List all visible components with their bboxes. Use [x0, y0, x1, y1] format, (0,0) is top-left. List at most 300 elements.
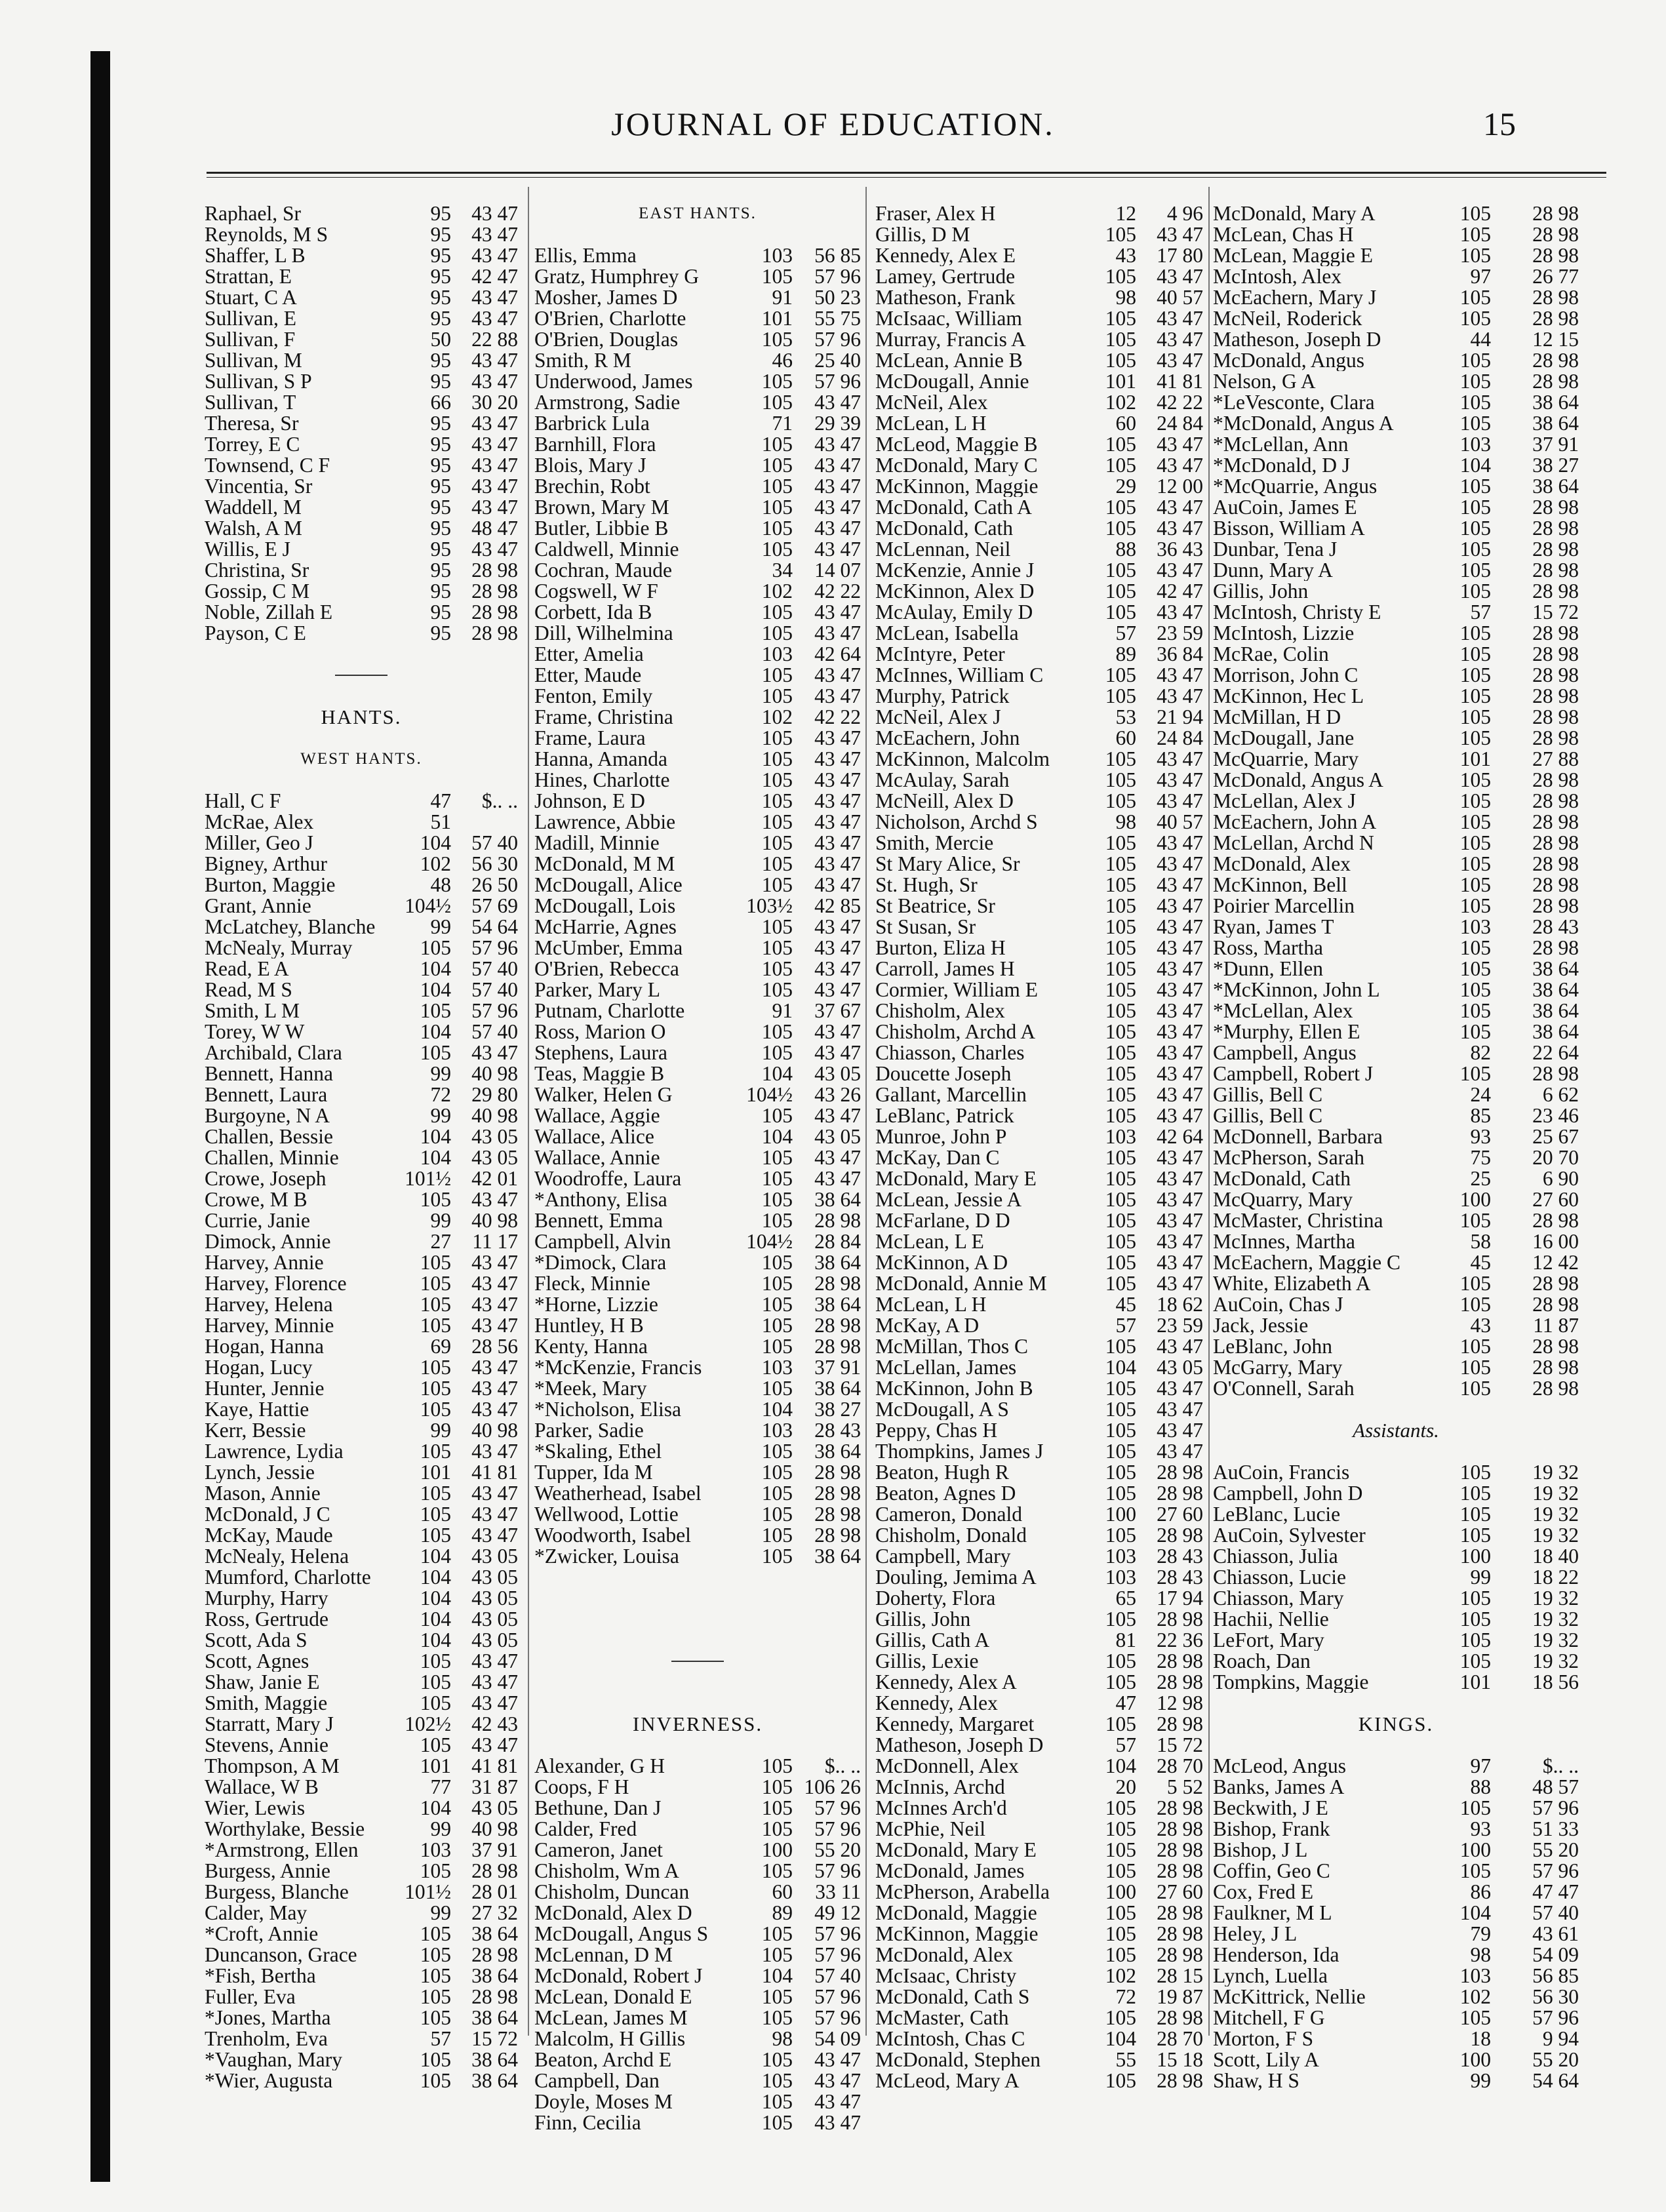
- teacher-name: McDonald, Annie M: [875, 1273, 1047, 1294]
- days-taught: 103½: [746, 894, 793, 917]
- teacher-name: McUmber, Emma: [534, 938, 683, 958]
- days-taught: 75: [1470, 1146, 1491, 1169]
- teacher-name: AuCoin, Chas J: [1213, 1294, 1343, 1315]
- teacher-name: Cormier, William E: [875, 979, 1038, 1000]
- list-item: [875, 371, 1203, 392]
- grant-amount: 43 47: [1157, 328, 1203, 351]
- days-taught: 103: [761, 1419, 793, 1442]
- days-taught: 105: [420, 1859, 451, 1882]
- grant-amount: 11 87: [1533, 1314, 1579, 1337]
- days-taught: 60: [1115, 412, 1136, 435]
- teacher-name: Crowe, Joseph: [205, 1168, 327, 1189]
- days-taught: 105: [1459, 1272, 1491, 1295]
- list-item: [205, 1504, 518, 1525]
- teacher-name: Stevens, Annie: [205, 1735, 328, 1756]
- days-taught: 105: [1105, 496, 1136, 519]
- grant-amount: 18 22: [1532, 1566, 1579, 1589]
- list-item: [875, 1441, 1203, 1462]
- grant-amount: 57 96: [814, 1943, 861, 1966]
- grant-amount: 28 98: [1157, 2069, 1203, 2092]
- grant-amount: 19 32: [1532, 1482, 1579, 1505]
- list-item: [875, 1420, 1203, 1441]
- list-item: [534, 812, 861, 833]
- grant-amount: 43 47: [814, 957, 861, 980]
- grant-amount: 43 47: [1157, 663, 1203, 686]
- list-item: [534, 1504, 861, 1525]
- list-item: [875, 1965, 1203, 1986]
- list-item: [205, 203, 518, 224]
- grant-amount: 43 47: [814, 2090, 861, 2113]
- list-item: [205, 1777, 518, 1798]
- list-item: [534, 2112, 861, 2133]
- days-taught: 105: [761, 1041, 793, 1064]
- grant-amount: 28 98: [1157, 1524, 1203, 1547]
- teacher-name: Ross, Marion O: [534, 1021, 666, 1042]
- days-taught: 105: [1459, 1461, 1491, 1484]
- grant-amount: 36 43: [1157, 538, 1203, 561]
- list-item: [534, 1000, 861, 1021]
- list-item: [205, 1441, 518, 1462]
- days-taught: 105: [761, 831, 793, 854]
- days-taught: 105: [761, 1754, 793, 1777]
- grant-amount: 43 47: [1157, 454, 1203, 477]
- teacher-name: McLellan, James: [875, 1357, 1017, 1378]
- list-item: [534, 413, 861, 434]
- list-item: [1213, 1798, 1579, 1819]
- list-item: [1213, 812, 1579, 833]
- grant-amount: 43 47: [1157, 978, 1203, 1001]
- grant-amount: 28 98: [1157, 1817, 1203, 1840]
- teacher-name: McEachern, John: [875, 728, 1020, 749]
- grant-amount: 19 87: [1157, 1985, 1203, 2008]
- days-taught: 95: [430, 412, 451, 435]
- list-item: [534, 623, 861, 644]
- list-item: [1213, 1084, 1579, 1105]
- list-item: [1213, 1672, 1579, 1693]
- days-taught: 95: [430, 580, 451, 602]
- days-taught: 105: [1459, 2006, 1491, 2029]
- teacher-name: Torrey, E C: [205, 434, 300, 455]
- days-taught: 95: [430, 454, 451, 477]
- teacher-name: Gillis, John: [1213, 581, 1309, 602]
- list-item: [1213, 1504, 1579, 1525]
- list-item: [875, 1924, 1203, 1945]
- list-item: [1213, 686, 1579, 707]
- teacher-name: McKay, Dan C: [875, 1147, 1000, 1168]
- grant-amount: 57 40: [471, 831, 518, 854]
- spacer: [534, 1588, 861, 1609]
- teacher-name: Thompson, A M: [205, 1756, 340, 1777]
- list-item: [534, 1420, 861, 1441]
- teacher-name: Blois, Mary J: [534, 455, 646, 476]
- days-taught: 105: [761, 1482, 793, 1505]
- days-taught: 105: [761, 810, 793, 833]
- grant-amount: 43 47: [814, 454, 861, 477]
- grant-amount: 40 57: [1157, 810, 1203, 833]
- days-taught: 104: [761, 1125, 793, 1148]
- grant-amount: 43 47: [471, 1272, 518, 1295]
- teacher-name: Walker, Helen G: [534, 1084, 673, 1105]
- teacher-name: McDonald, Mary E: [875, 1168, 1037, 1189]
- grant-amount: 28 98: [814, 1503, 861, 1526]
- list-item: [205, 2028, 518, 2049]
- teacher-name: LeFort, Mary: [1213, 1630, 1324, 1651]
- grant-amount: 43 47: [1157, 1062, 1203, 1085]
- teacher-name: Beaton, Archd E: [534, 2049, 672, 2070]
- teacher-name: Faulkner, M L: [1213, 1903, 1332, 1924]
- grant-amount: 54 64: [1532, 2069, 1579, 2092]
- teacher-name: Frame, Laura: [534, 728, 646, 749]
- teacher-name: Nelson, G A: [1213, 371, 1316, 392]
- teacher-name: McDonald, Alex: [1213, 854, 1351, 875]
- grant-amount: 38 64: [471, 1922, 518, 1945]
- list-item: [875, 1819, 1203, 1840]
- grant-amount: 56 30: [471, 852, 518, 875]
- days-taught: 105: [420, 2069, 451, 2092]
- list-item: [1213, 770, 1579, 791]
- list-item: [1213, 623, 1579, 644]
- teacher-name: Gillis, Lexie: [875, 1651, 979, 1672]
- list-item: [205, 350, 518, 371]
- days-taught: 105: [761, 1943, 793, 1966]
- list-item: [205, 539, 518, 560]
- days-taught: 105: [1105, 831, 1136, 854]
- list-item: [534, 1042, 861, 1063]
- page-title: JOURNAL OF EDUCATION.: [611, 106, 1055, 142]
- teacher-name: St Beatrice, Sr: [875, 896, 995, 917]
- teacher-name: Hanna, Amanda: [534, 749, 667, 770]
- list-item: [875, 1546, 1203, 1567]
- teacher-name: Smith, R M: [534, 350, 631, 371]
- teacher-name: McAulay, Sarah: [875, 770, 1010, 791]
- grant-amount: 37 91: [1532, 433, 1579, 456]
- days-taught: 95: [430, 286, 451, 309]
- grant-amount: 43 47: [471, 1314, 518, 1337]
- grant-amount: 41 81: [471, 1754, 518, 1777]
- days-taught: 105: [1459, 978, 1491, 1001]
- grant-amount: 43 05: [471, 1545, 518, 1568]
- days-taught: 98: [1115, 286, 1136, 309]
- list-item: [1213, 896, 1579, 917]
- list-item: [875, 791, 1203, 812]
- days-taught: 105: [761, 328, 793, 351]
- teacher-name: LeBlanc, Patrick: [875, 1105, 1014, 1126]
- spacer: [1213, 1399, 1579, 1420]
- days-taught: 24: [1470, 1083, 1491, 1106]
- days-taught: 105: [420, 2006, 451, 2029]
- days-taught: 105: [761, 2069, 793, 2092]
- grant-amount: 28 98: [1532, 684, 1579, 707]
- days-taught: 105: [1459, 705, 1491, 728]
- days-taught: 105: [1459, 223, 1491, 246]
- grant-amount: 43 47: [814, 726, 861, 749]
- list-item: [534, 833, 861, 854]
- teacher-name: McDonald, Alex: [875, 1945, 1013, 1965]
- list-item: [205, 1525, 518, 1546]
- list-item: [875, 1756, 1203, 1777]
- days-taught: 105: [1459, 349, 1491, 372]
- teacher-name: Miller, Geo J: [205, 833, 313, 854]
- list-item: [205, 581, 518, 602]
- grant-amount: 40 98: [471, 1104, 518, 1127]
- grant-amount: 38 64: [1532, 1020, 1579, 1043]
- list-item: [875, 1252, 1203, 1273]
- days-taught: 103: [1105, 1125, 1136, 1148]
- teacher-name: Johnson, E D: [534, 791, 645, 812]
- list-item: [205, 1189, 518, 1210]
- days-taught: 18: [1470, 2027, 1491, 2050]
- grant-amount: 28 98: [1157, 1901, 1203, 1924]
- days-taught: 95: [430, 601, 451, 623]
- list-item: [534, 350, 861, 371]
- days-taught: 88: [1115, 538, 1136, 561]
- list-item: [205, 1273, 518, 1294]
- teacher-name: *Nicholson, Elisa: [534, 1399, 681, 1420]
- days-taught: 105: [761, 1985, 793, 2008]
- days-taught: 105: [1105, 1377, 1136, 1400]
- teacher-name: Campbell, Alvin: [534, 1231, 671, 1252]
- days-taught: 105: [1459, 244, 1491, 267]
- days-taught: 105: [1459, 789, 1491, 812]
- grant-amount: 57 96: [1532, 1859, 1579, 1882]
- list-item: [205, 1378, 518, 1399]
- grant-amount: 57 40: [471, 957, 518, 980]
- list-item: [875, 979, 1203, 1000]
- days-taught: 99: [430, 1817, 451, 1840]
- grant-amount: 43 47: [1157, 1188, 1203, 1211]
- teacher-name: McLean, Chas H: [1213, 224, 1354, 245]
- teacher-name: Frame, Christina: [534, 707, 673, 728]
- teacher-name: Ross, Martha: [1213, 938, 1323, 958]
- grant-amount: 9 94: [1542, 2027, 1579, 2050]
- grant-amount: 37 67: [814, 999, 861, 1022]
- grant-amount: 28 43: [1157, 1566, 1203, 1589]
- days-taught: 103: [761, 1356, 793, 1379]
- list-item: [1213, 1861, 1579, 1882]
- days-taught: 105: [761, 496, 793, 519]
- column-4: [1213, 203, 1579, 2091]
- grant-amount: 4 96: [1166, 202, 1203, 225]
- teacher-name: Bennett, Emma: [534, 1210, 663, 1231]
- list-item: [875, 1042, 1203, 1063]
- grant-amount: 25 67: [1532, 1125, 1579, 1148]
- grant-amount: 14 07: [814, 559, 861, 582]
- grant-amount: 37 91: [471, 1838, 518, 1861]
- days-taught: 91: [772, 286, 793, 309]
- days-taught: 105: [761, 1188, 793, 1211]
- column-divider: [1208, 187, 1210, 2036]
- list-item: [1213, 1924, 1579, 1945]
- list-item: [205, 2049, 518, 2070]
- list-item: [534, 287, 861, 308]
- list-item: [1213, 1273, 1579, 1294]
- days-taught: 95: [430, 244, 451, 267]
- teacher-name: Sullivan, S P: [205, 371, 312, 392]
- grant-amount: 28 98: [1532, 1356, 1579, 1379]
- teacher-name: McPhie, Neil: [875, 1819, 985, 1840]
- days-taught: 85: [1470, 1104, 1491, 1127]
- teacher-name: McDougall, Alice: [534, 875, 683, 896]
- grant-amount: 43 47: [814, 810, 861, 833]
- teacher-name: Reynolds, M S: [205, 224, 328, 245]
- teacher-name: Chiasson, Lucie: [1213, 1567, 1346, 1588]
- teacher-name: Murray, Francis A: [875, 329, 1026, 350]
- teacher-name: Banks, James A: [1213, 1777, 1345, 1798]
- list-item: [205, 791, 518, 812]
- list-item: [1213, 791, 1579, 812]
- days-taught: 105: [1459, 538, 1491, 561]
- grant-amount: 43 47: [814, 768, 861, 791]
- teacher-name: Challen, Minnie: [205, 1147, 339, 1168]
- list-item: [1213, 434, 1579, 455]
- grant-amount: 38 64: [1532, 999, 1579, 1022]
- list-item: [875, 1294, 1203, 1315]
- days-taught: 47: [430, 789, 451, 812]
- days-taught: 105: [761, 873, 793, 896]
- list-item: [205, 958, 518, 979]
- grant-amount: 19 32: [1532, 1608, 1579, 1630]
- list-item: [1213, 1063, 1579, 1084]
- list-item: [534, 1105, 861, 1126]
- teacher-name: McPherson, Sarah: [1213, 1147, 1364, 1168]
- days-taught: 99: [430, 1419, 451, 1442]
- days-taught: 105: [1105, 1335, 1136, 1358]
- grant-amount: 36 84: [1157, 642, 1203, 665]
- teacher-name: Sullivan, E: [205, 308, 296, 329]
- teacher-name: LeBlanc, Lucie: [1213, 1504, 1341, 1525]
- list-item: [205, 1399, 518, 1420]
- list-item: [534, 707, 861, 728]
- teacher-name: McLennan, D M: [534, 1945, 673, 1965]
- teacher-name: McKinnon, Maggie: [875, 1924, 1039, 1945]
- days-taught: 105: [1459, 768, 1491, 791]
- grant-amount: 57 96: [814, 1796, 861, 1819]
- days-taught: 105: [1105, 265, 1136, 288]
- days-taught: 105: [420, 2048, 451, 2071]
- days-taught: 103: [1459, 915, 1491, 938]
- grant-amount: 28 98: [1532, 559, 1579, 582]
- grant-amount: 43 47: [471, 307, 518, 330]
- days-taught: 103: [1459, 1964, 1491, 1987]
- grant-amount: 43 47: [814, 831, 861, 854]
- grant-amount: 28 98: [1532, 1377, 1579, 1400]
- list-item: [875, 1462, 1203, 1483]
- teacher-name: Brown, Mary M: [534, 497, 669, 518]
- list-item: [875, 1986, 1203, 2007]
- grant-amount: 43 47: [1157, 999, 1203, 1022]
- list-item: [534, 560, 861, 581]
- days-taught: 72: [430, 1083, 451, 1106]
- days-taught: 105: [1459, 1649, 1491, 1672]
- list-item: [205, 1924, 518, 1945]
- days-taught: 105: [1105, 223, 1136, 246]
- list-item: [534, 1756, 861, 1777]
- days-taught: 105: [761, 1775, 793, 1798]
- teacher-name: Gratz, Humphrey G: [534, 266, 700, 287]
- days-taught: 105: [1105, 1188, 1136, 1211]
- days-taught: 55: [1115, 2048, 1136, 2071]
- teacher-name: McDonald, Stephen: [875, 2049, 1041, 2070]
- teacher-name: Cogswell, W F: [534, 581, 658, 602]
- list-item: [875, 1189, 1203, 1210]
- list-item: [205, 1063, 518, 1084]
- teacher-name: Ellis, Emma: [534, 245, 637, 266]
- days-taught: 105: [420, 1985, 451, 2008]
- grant-amount: 43 47: [1157, 1440, 1203, 1463]
- list-item: [534, 2028, 861, 2049]
- days-taught: 105: [1459, 286, 1491, 309]
- list-item: [875, 1651, 1203, 1672]
- teacher-name: Beaton, Hugh R: [875, 1462, 1009, 1483]
- days-taught: 105: [761, 978, 793, 1001]
- teacher-name: Campbell, Robert J: [1213, 1063, 1374, 1084]
- grant-amount: 28 98: [1157, 1608, 1203, 1630]
- list-item: [534, 728, 861, 749]
- grant-amount: 43 47: [1157, 1083, 1203, 1106]
- list-item: [875, 1609, 1203, 1630]
- days-taught: 99: [430, 1901, 451, 1924]
- teacher-name: Wellwood, Lottie: [534, 1504, 679, 1525]
- days-taught: 105: [1459, 202, 1491, 225]
- grant-amount: 55 75: [814, 307, 861, 330]
- days-taught: 105: [1459, 580, 1491, 602]
- grant-amount: 12 15: [1532, 328, 1579, 351]
- grant-amount: 43 47: [471, 286, 518, 309]
- days-taught: 105: [1105, 1670, 1136, 1693]
- grant-amount: 27 60: [1157, 1503, 1203, 1526]
- days-taught: 79: [1470, 1922, 1491, 1945]
- teacher-name: Bennett, Hanna: [205, 1063, 333, 1084]
- list-item: [875, 476, 1203, 497]
- grant-amount: 42 01: [471, 1167, 518, 1190]
- days-taught: 105: [761, 852, 793, 875]
- list-item: [875, 1168, 1203, 1189]
- teacher-name: *Armstrong, Ellen: [205, 1840, 359, 1861]
- list-item: [534, 2091, 861, 2112]
- days-taught: 45: [1115, 1293, 1136, 1316]
- grant-amount: 42 64: [814, 642, 861, 665]
- teacher-name: Smith, Mercie: [875, 833, 994, 854]
- teacher-name: Beaton, Agnes D: [875, 1483, 1016, 1504]
- list-item: [1213, 1965, 1579, 1986]
- grant-amount: 38 64: [471, 2048, 518, 2071]
- grant-amount: 48 47: [471, 517, 518, 540]
- grant-amount: 40 98: [471, 1419, 518, 1442]
- list-item: [534, 1965, 861, 1986]
- grant-amount: 38 64: [1532, 978, 1579, 1001]
- teacher-name: Burgess, Blanche: [205, 1882, 349, 1903]
- days-taught: 88: [1470, 1775, 1491, 1798]
- list-item: [534, 1378, 861, 1399]
- grant-amount: 28 98: [814, 1209, 861, 1232]
- days-taught: 105: [1105, 1062, 1136, 1085]
- section-divider: [205, 665, 518, 686]
- days-taught: 105: [761, 1335, 793, 1358]
- grant-amount: 12 42: [1532, 1251, 1579, 1274]
- list-item: [875, 2007, 1203, 2028]
- grant-amount: 19 32: [1532, 1649, 1579, 1672]
- days-taught: 95: [430, 370, 451, 393]
- teacher-name: McQuarrie, Mary: [1213, 749, 1359, 770]
- teacher-name: McNealy, Helena: [205, 1546, 349, 1567]
- days-taught: 100: [1459, 1838, 1491, 1861]
- teacher-name: Chisholm, Wm A: [534, 1861, 679, 1882]
- spacer: [205, 644, 518, 665]
- spacer: [534, 1630, 861, 1651]
- days-taught: 104: [761, 1964, 793, 1987]
- teacher-name: McIntyre, Peter: [875, 644, 1005, 665]
- teacher-name: Fraser, Alex H: [875, 203, 996, 224]
